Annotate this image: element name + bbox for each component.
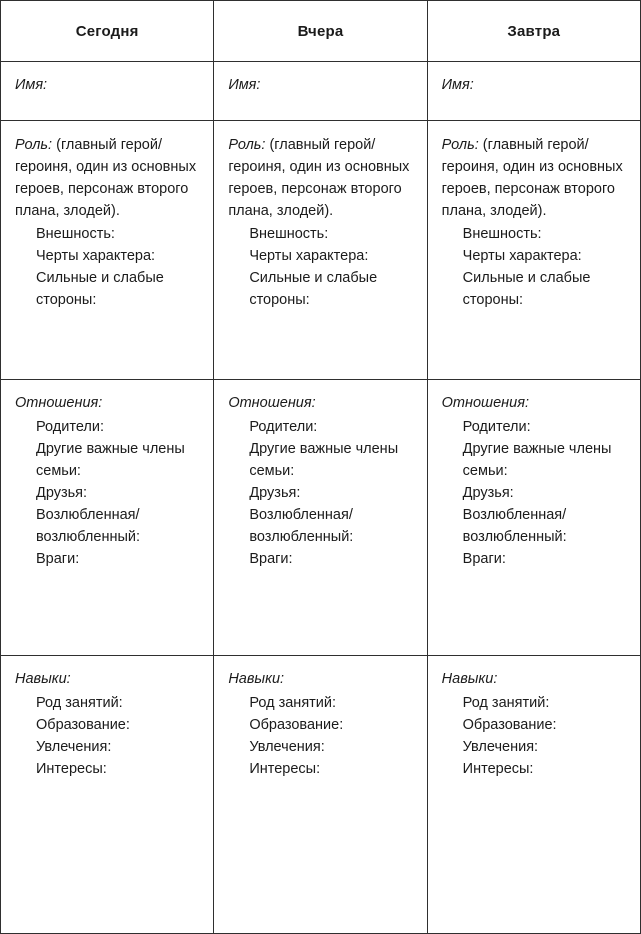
cell-name-tomorrow bbox=[427, 62, 640, 121]
field-label-friends: Друзья: bbox=[36, 484, 88, 501]
field-label-appearance: Внешность: bbox=[249, 226, 329, 243]
field-label-traits: Черты характера: bbox=[249, 248, 369, 265]
field-label-skills: Навыки: bbox=[228, 671, 285, 687]
cell-role-yesterday bbox=[214, 121, 427, 380]
field-label-occupation: Род занятий: bbox=[462, 694, 550, 711]
field-label-appearance: Внешность: bbox=[36, 226, 115, 243]
field-label-hobbies: Увлечения: bbox=[249, 738, 325, 755]
field-label-parents: Родители: bbox=[249, 418, 318, 435]
field-label-strengths-weaknesses: Сильные и слабые стороны: bbox=[249, 270, 378, 309]
field-label-hobbies: Увлечения: bbox=[462, 738, 539, 755]
field-label-hobbies: Увлечения: bbox=[36, 738, 112, 755]
cell-name-today bbox=[1, 62, 214, 121]
field-label-education: Образование: bbox=[462, 716, 557, 733]
table-header-row bbox=[1, 1, 641, 62]
cell-role-tomorrow bbox=[427, 121, 640, 380]
field-label-appearance: Внешность: bbox=[462, 226, 542, 243]
field-label-relations: Отношения: bbox=[441, 395, 529, 411]
field-label-role: Роль: (главный герой/героиня, один из основных героев, персонаж второго плана, злодей). bbox=[228, 137, 410, 220]
column-header-today: Сегодня bbox=[1, 1, 214, 62]
field-label-other-family: Другие важные члены семьи: bbox=[462, 440, 612, 479]
field-role-description: (главный герой/героиня, один из основных героев, персонаж второго плана, злодей). bbox=[228, 137, 410, 220]
field-label-role: Роль: (главный герой/героиня, один из основных героев, персонаж второго плана, злодей). bbox=[15, 137, 197, 220]
table-row bbox=[1, 656, 641, 934]
field-label-interests: Интересы: bbox=[462, 760, 534, 777]
cell-relations-yesterday bbox=[214, 380, 427, 656]
field-label-name: Имя: bbox=[15, 77, 48, 93]
field-label-education: Образование: bbox=[249, 716, 344, 733]
field-label-beloved: Возлюбленная/возлюбленный: bbox=[249, 506, 354, 545]
field-label-friends: Друзья: bbox=[249, 484, 301, 501]
field-label-beloved: Возлюбленная/возлюбленный: bbox=[462, 506, 567, 545]
field-label-other-family: Другие важные члены семьи: bbox=[36, 440, 185, 479]
cell-name-yesterday bbox=[214, 62, 427, 121]
field-label-strengths-weaknesses: Сильные и слабые стороны: bbox=[36, 270, 164, 309]
field-label-enemies: Враги: bbox=[462, 550, 506, 567]
field-label-enemies: Враги: bbox=[249, 550, 293, 567]
cell-skills-tomorrow bbox=[427, 656, 640, 934]
cell-skills-today bbox=[1, 656, 214, 934]
field-label-education: Образование: bbox=[36, 716, 130, 733]
cell-relations-today bbox=[1, 380, 214, 656]
table-row bbox=[1, 380, 641, 656]
field-label-skills: Навыки: bbox=[441, 671, 498, 687]
field-label-skills: Навыки: bbox=[15, 671, 71, 687]
field-label-role: Роль: (главный герой/героиня, один из основных героев, персонаж второго плана, злодей). bbox=[441, 137, 623, 220]
field-label-relations: Отношения: bbox=[15, 395, 103, 411]
field-label-traits: Черты характера: bbox=[36, 248, 156, 265]
column-header-yesterday: Вчера bbox=[214, 1, 427, 62]
field-label-occupation: Род занятий: bbox=[36, 694, 123, 711]
field-label-traits: Черты характера: bbox=[462, 248, 582, 265]
field-label-name: Имя: bbox=[441, 77, 474, 93]
field-label-friends: Друзья: bbox=[462, 484, 514, 501]
table-row bbox=[1, 121, 641, 380]
field-label-enemies: Враги: bbox=[36, 550, 80, 567]
column-header-tomorrow: Завтра bbox=[427, 1, 640, 62]
field-label-strengths-weaknesses: Сильные и слабые стороны: bbox=[462, 270, 591, 309]
field-role-description: (главный герой/героиня, один из основных героев, персонаж второго плана, злодей). bbox=[15, 137, 197, 220]
cell-role-today bbox=[1, 121, 214, 380]
field-label-name: Имя: bbox=[228, 77, 261, 93]
cell-relations-tomorrow bbox=[427, 380, 640, 656]
field-label-relations: Отношения: bbox=[228, 395, 316, 411]
field-label-other-family: Другие важные члены семьи: bbox=[249, 440, 399, 479]
field-label-parents: Родители: bbox=[36, 418, 104, 435]
field-label-occupation: Род занятий: bbox=[249, 694, 337, 711]
cell-skills-yesterday bbox=[214, 656, 427, 934]
field-label-beloved: Возлюбленная/возлюбленный: bbox=[36, 506, 141, 545]
field-role-description: (главный герой/героиня, один из основных героев, персонаж второго плана, злодей). bbox=[441, 137, 623, 220]
field-label-interests: Интересы: bbox=[36, 760, 107, 777]
table-row bbox=[1, 62, 641, 121]
field-label-parents: Родители: bbox=[462, 418, 531, 435]
field-label-interests: Интересы: bbox=[249, 760, 321, 777]
